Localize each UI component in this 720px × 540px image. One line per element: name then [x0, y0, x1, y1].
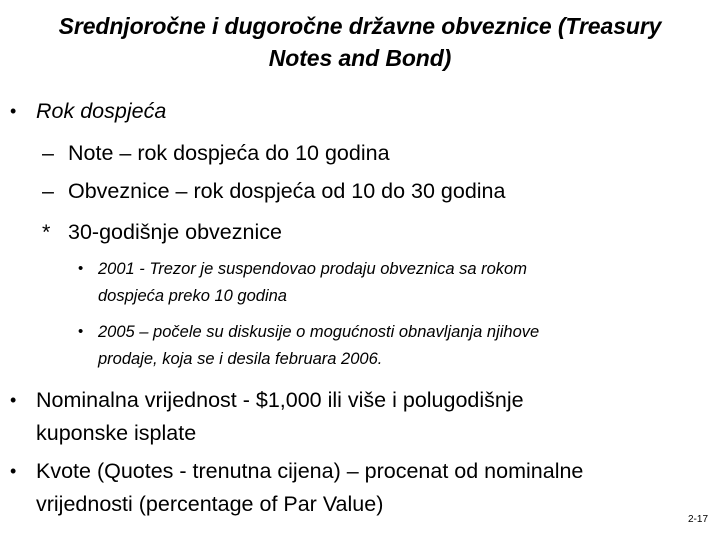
dash-icon: – [42, 179, 54, 203]
bullet-kvote-cont [36, 489, 383, 519]
bullet-nominalna-line-1: Nominalna vrijednost - $1,000 ili više i polugodišnje [36, 388, 524, 412]
page-number: 2-17 [687, 514, 708, 525]
sub-bullet-30-godisnje-text: 30-godišnje obveznice [68, 220, 282, 244]
bullet-nominalna-cont [36, 418, 196, 448]
bullet-icon: • [10, 390, 17, 410]
bullet-icon: • [10, 461, 17, 481]
sub-bullet-obveznice-text: Obveznice – rok dospjeća od 10 do 30 godina [68, 179, 506, 203]
dash-icon: – [42, 141, 54, 165]
bullet-kvote-line-1: Kvote (Quotes - trenutna cijena) – procenat od nominalne [36, 459, 584, 483]
note-2005-line-2: prodaje, koja se i desila februara 2006. [98, 350, 383, 368]
note-2005-cont [98, 347, 382, 371]
bullet-icon: • [78, 260, 84, 277]
note-2005-line-1: 2005 – počele su diskusije o mogućnosti obnavljanja njihove [98, 323, 540, 341]
note-2001-line-1: 2001 - Trezor je suspendovao prodaju obveznica sa rokom [98, 260, 527, 278]
bullet-nominalna-line-2: kuponske isplate [36, 421, 197, 445]
slide-title [0, 10, 720, 74]
note-2001-line-2: dospjeća preko 10 godina [98, 287, 287, 305]
slide-title-line-2: Notes and Bond) [268, 45, 452, 71]
bullet-icon: • [10, 101, 17, 121]
slide-title-line-1: Srednjoročne i dugoročne državne obveznice (Treasury [58, 13, 662, 39]
bullet-rok-dospjeca-label: Rok dospjeća [36, 99, 167, 123]
bullet-kvote-line-2: vrijednosti (percentage of Par Value) [36, 492, 384, 516]
sub-bullet-note-text: Note – rok dospjeća do 10 godina [68, 141, 390, 165]
asterisk-icon: * [42, 220, 51, 244]
bullet-icon: • [78, 323, 84, 340]
note-2001-cont [98, 284, 287, 308]
